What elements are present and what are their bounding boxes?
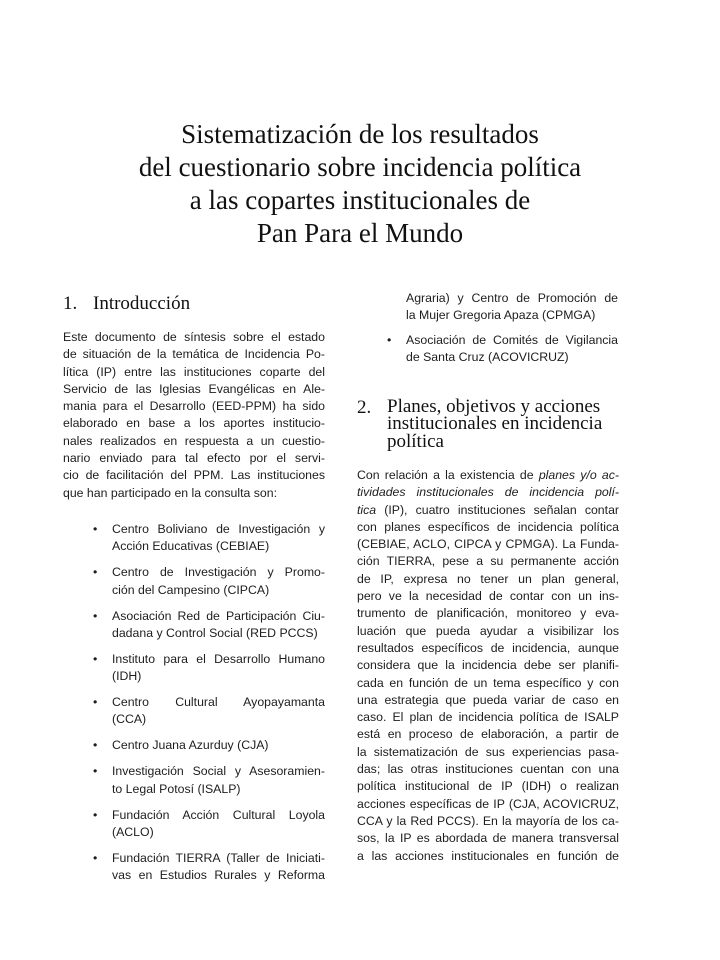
text-line: ción del Campesino (CIPCA): [112, 582, 270, 597]
heading-line: Planes, objetivos y acciones: [387, 396, 601, 417]
text-line: nales realizados en respuesta a un cuestio-: [63, 433, 325, 448]
text-line: Centro Juana Azurduy (CJA): [112, 738, 269, 753]
page-title: [60, 118, 660, 250]
text-line: Centro de Investigación y Promo-: [112, 565, 325, 580]
bullet-icon: •: [93, 807, 98, 822]
text-italic: tica: [357, 502, 377, 517]
text-line: trumento de planificación, monitoreo y eva-: [357, 606, 619, 621]
list-item: [387, 332, 618, 367]
text-line: to Legal Potosí (ISALP): [112, 781, 241, 796]
text-line: lítica (IP) entre las instituciones coparte del: [63, 364, 325, 379]
list-item: [93, 608, 325, 643]
list-item: [93, 651, 325, 686]
bullet-icon: •: [93, 608, 98, 623]
title-line: a las copartes institucionales de: [189, 185, 531, 215]
text-line: dadana y Control Social (RED PCCS): [112, 625, 318, 640]
text-line: Fundación TIERRA (Taller de Iniciati-: [112, 850, 325, 865]
text-line: Centro Boliviano de Investigación y: [112, 522, 325, 536]
section-title: [387, 398, 602, 452]
text-line: considera que la incidencia debe ser planifi-: [357, 658, 619, 673]
text-line: Agraria) y Centro de Promoción de: [406, 291, 618, 305]
text-line: Asociación Red de Participación Ciu-: [112, 608, 325, 623]
text-line: con planes específicos de incidencia política: [357, 519, 619, 534]
text-line: la sistematización de sus experiencias pasa-: [357, 744, 619, 759]
section-2-paragraph: [357, 467, 619, 865]
section-title: Introducción: [93, 293, 191, 314]
list-item: [93, 737, 325, 754]
bullet-icon: •: [93, 850, 98, 865]
title-line: del cuestionario sobre incidencia política: [138, 152, 582, 182]
text-line: Centro Cultural Ayopayamanta: [112, 695, 325, 710]
text-line: CCA y la Red PCCS). En la mayoría de los ca-: [357, 813, 619, 828]
text-line: vas en Estudios Rurales y Reforma: [112, 868, 325, 883]
institution-list-continued: [387, 332, 618, 367]
bullet-icon: •: [93, 764, 98, 779]
text-plain: Con relación a la existencia de: [357, 468, 539, 482]
text-line: Instituto para el Desarrollo Humano: [112, 651, 325, 666]
text-line: que han participado en la consulta son:: [63, 485, 277, 500]
text-line: (ACLO): [112, 824, 154, 839]
text-line: [357, 502, 619, 519]
institution-list: [93, 521, 325, 885]
text-line: pero ve la necesidad de contar con un ins-: [357, 589, 619, 604]
text-line: está en proceso de elaboración, a partir de: [357, 727, 619, 742]
section-number: 2.: [357, 397, 372, 418]
list-item: [93, 807, 325, 842]
text-line: elaborado en base a los aportes institucio-: [63, 416, 325, 431]
title-line: Pan Para el Mundo: [256, 218, 464, 248]
text-line: de Santa Cruz (ACOVICRUZ): [406, 350, 569, 365]
text-line: de situación de la temática de Incidencia Po-: [63, 347, 325, 362]
text-line: Fundación Acción Cultural Loyola: [112, 807, 325, 822]
bullet-icon: •: [93, 695, 98, 710]
text-line: das; las otras instituciones cuentan con una: [357, 762, 619, 777]
text-line: ción TIERRA, pese a su permanente acción: [357, 554, 619, 569]
text-line: (CCA): [112, 712, 147, 727]
text-italic: tividades institucionales de incidencia polí-: [357, 485, 619, 500]
text-line: cio de facilitación del PPM. Las instituciones: [63, 468, 325, 483]
text-line: (IDH): [112, 669, 142, 684]
heading-line: institucionales en incidencia: [387, 413, 603, 434]
bullet-icon: •: [93, 651, 98, 666]
bullet-icon: •: [93, 565, 98, 580]
section-2-heading: [357, 398, 602, 452]
text-line: una estrategia que pueda variar de caso en: [357, 692, 619, 707]
bullet-icon: •: [93, 522, 98, 536]
list-item: [93, 763, 325, 798]
text-line: mania para el Desarrollo (EED-PPM) ha sido: [63, 399, 325, 414]
text-line: resultados específicos de incidencia, aunque: [357, 640, 619, 655]
intro-paragraph: [63, 329, 325, 502]
text-line: caso. El plan de incidencia política de ISALP: [357, 710, 619, 725]
bullet-icon: •: [387, 333, 392, 347]
text-line: nario enviado para tal efecto por el servi-: [63, 451, 325, 466]
text-line: acciones específicas de IP (CJA, ACOVICRUZ,: [357, 796, 619, 811]
text-line: política institucional de IP (IDH) o realizan: [357, 779, 619, 794]
text-line: Investigación Social y Asesoramien-: [112, 764, 325, 779]
list-item: [93, 564, 325, 599]
text-line: Servicio de las Iglesias Evangélicas en Ale-: [63, 381, 325, 396]
section-1-heading: [63, 294, 190, 314]
text-line: cada en función de un tema específico y con: [357, 675, 619, 690]
text-line: a las acciones institucionales en función de: [357, 848, 619, 863]
text-line: Asociación de Comités de Vigilancia: [406, 333, 618, 347]
list-item: [93, 850, 325, 885]
list-continuation: [406, 290, 618, 325]
list-item: [93, 521, 325, 556]
list-item: [93, 694, 325, 729]
text-line: la Mujer Gregoria Apaza (CPMGA): [406, 308, 596, 323]
text-line: sos, la IP es abordada de manera transversal: [357, 831, 619, 846]
text-line: Acción Educativas (CEBIAE): [112, 539, 270, 554]
text-line: de IP, expresa no tener un plan general,: [357, 571, 619, 586]
text-italic: planes y/o ac-: [538, 468, 620, 482]
text-plain: (IP), cuatro instituciones señalan contar: [376, 502, 619, 517]
bullet-icon: •: [93, 738, 98, 753]
text-line: [357, 484, 619, 501]
section-number: 1.: [63, 293, 78, 314]
text-line: Este documento de síntesis sobre el estado: [63, 330, 325, 344]
text-line: luación que pueda ayudar a visibilizar los: [357, 623, 619, 638]
text-line: [357, 467, 619, 484]
text-line: (CEBIAE, ACLO, CIPCA y CPMGA). La Funda-: [357, 537, 619, 552]
heading-line: política: [387, 431, 444, 452]
title-line: Sistematización de los resultados: [181, 119, 539, 149]
